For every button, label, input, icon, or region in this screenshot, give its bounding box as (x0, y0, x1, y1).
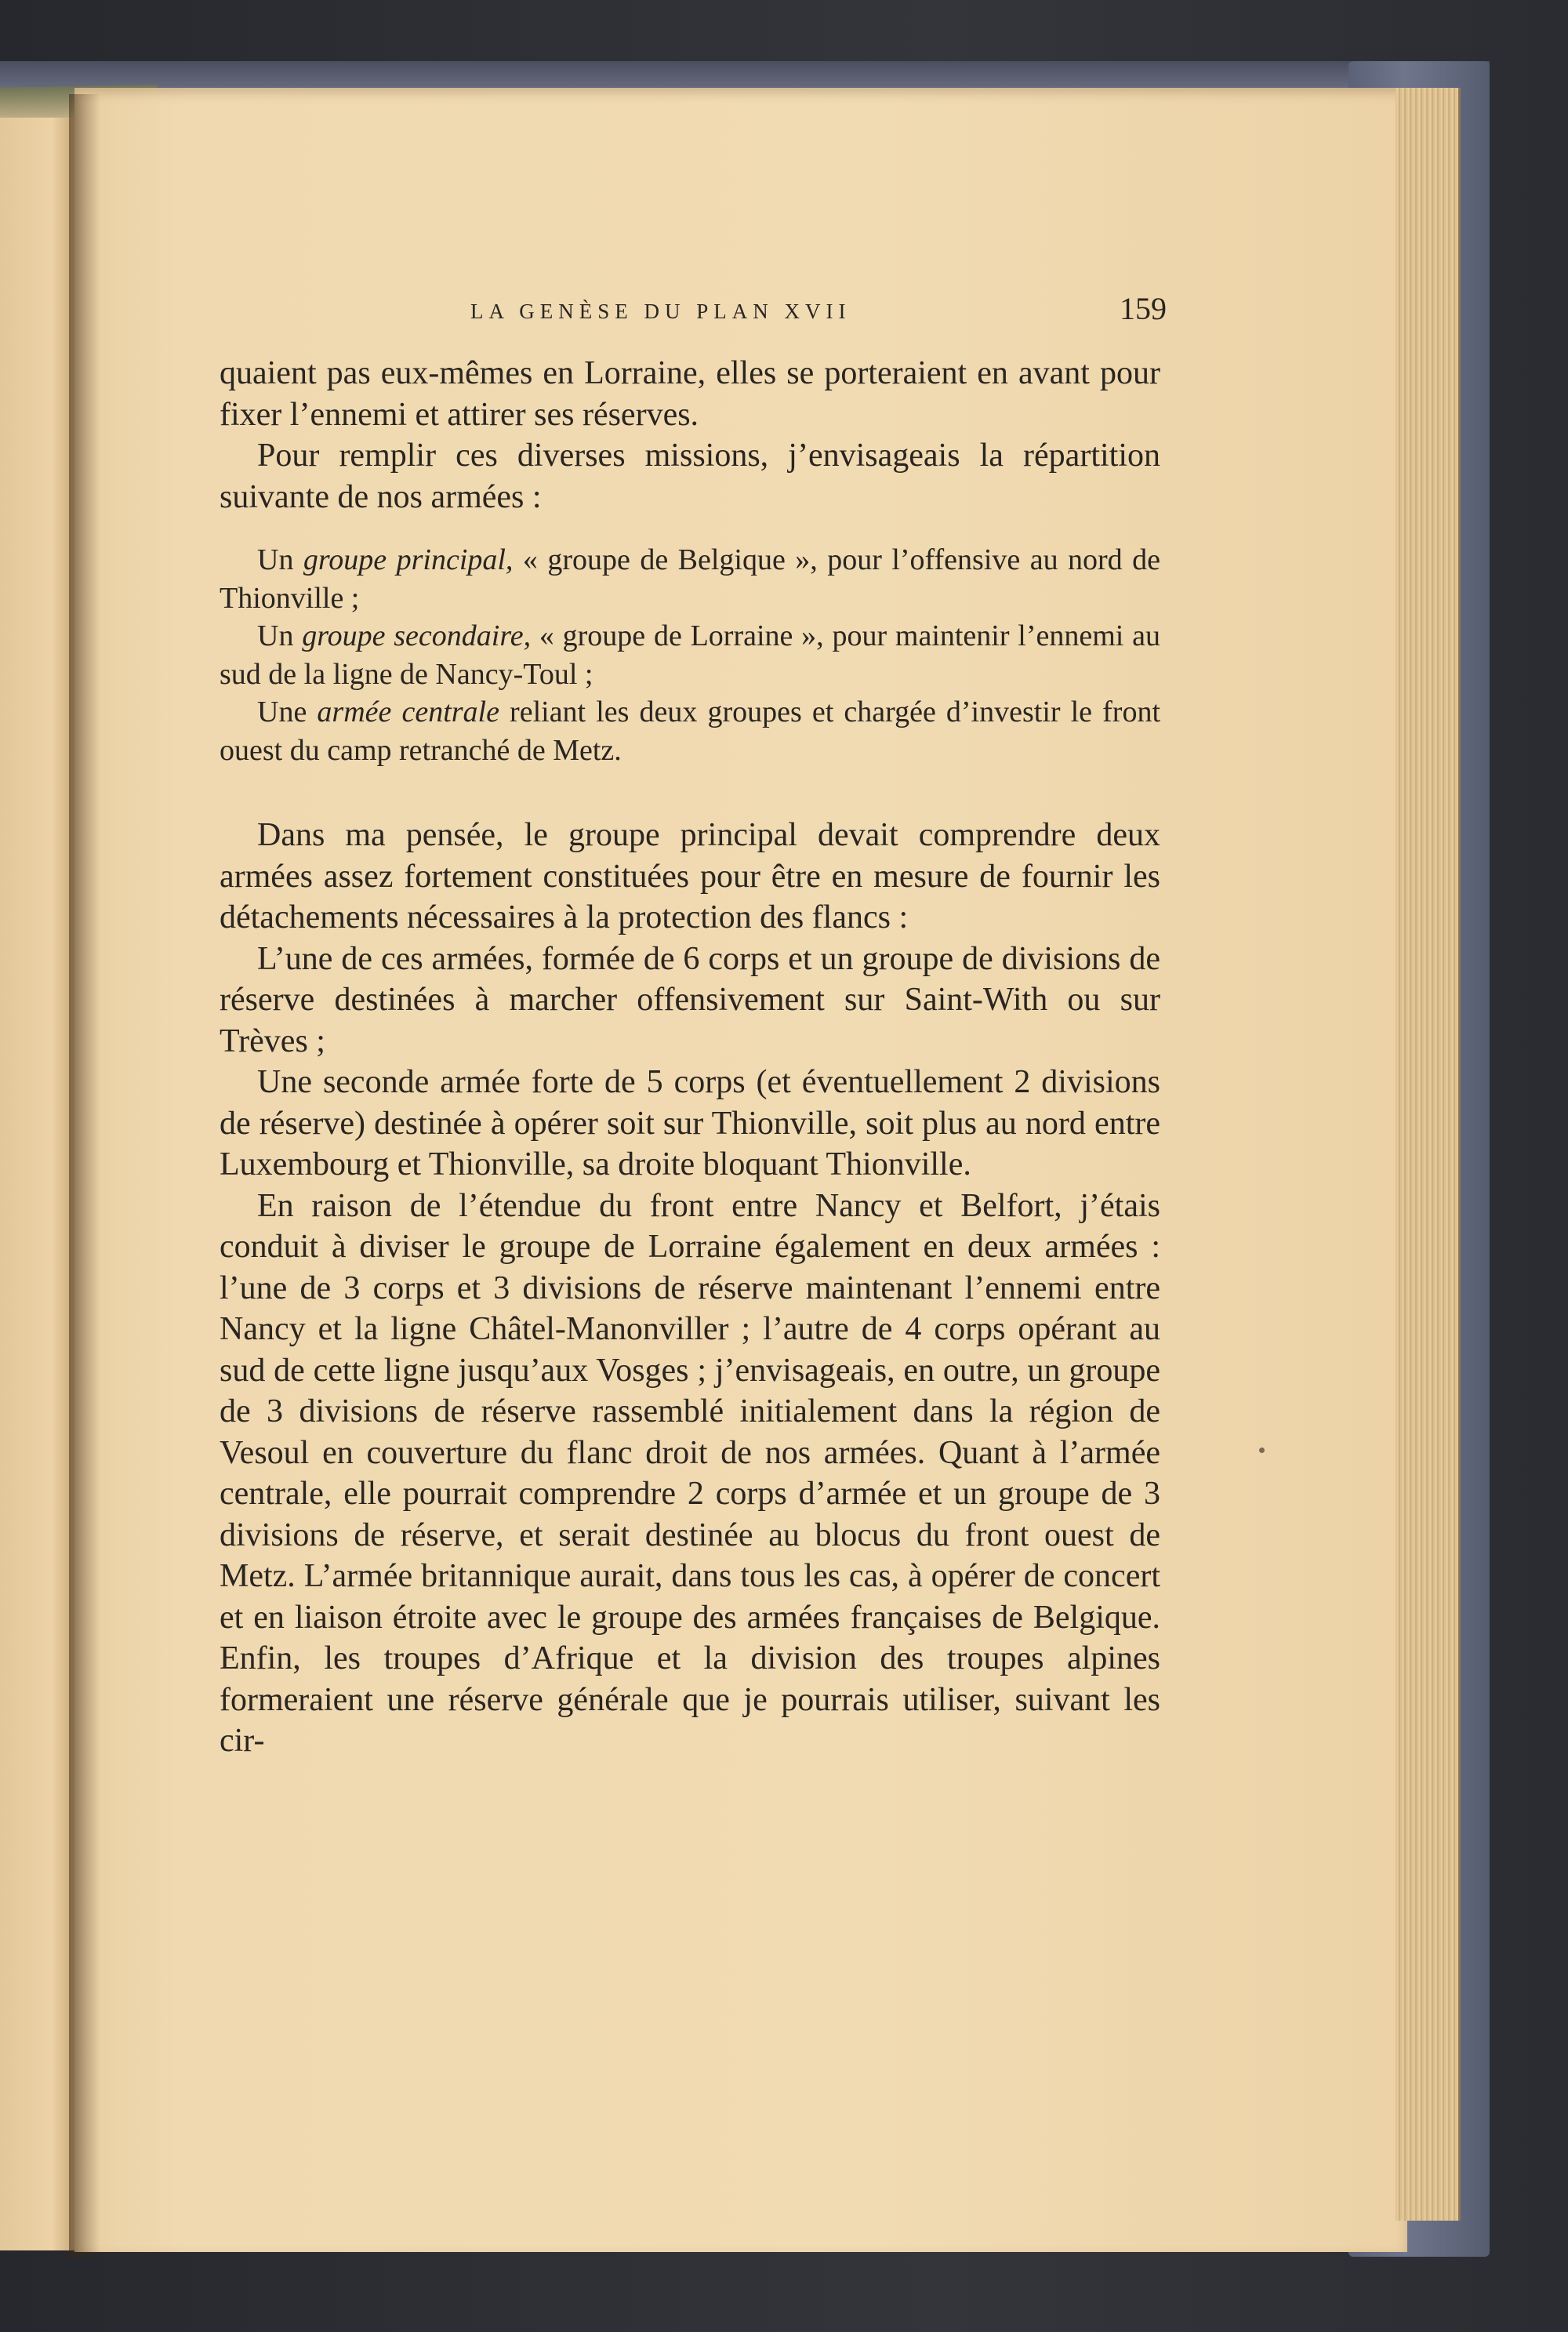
paragraph: Dans ma pensée, le groupe principal devait comprendre deux armées assez fortement constituées pour être en mesure de fournir les détachements nécessaires à la protection des flancs : (220, 817, 1160, 935)
ink-speck (1259, 1448, 1265, 1453)
main-text (220, 815, 1160, 1762)
group-item: Un groupe principal, « groupe de Belgique », pour l’offensive au nord de Thionville ; (220, 543, 1160, 615)
group-item: Une armée centrale reliant les deux groupes et chargée d’investir le front ouest du camp retranché de Metz. (220, 696, 1161, 767)
intro-paragraph: Pour remplir ces diverses missions, j’envisageais la répartition suivante de nos armées : (220, 438, 1160, 515)
gutter-shadow (69, 94, 100, 2258)
intro-block (220, 353, 1160, 518)
page-block-edges (1396, 88, 1461, 2221)
page-number: 159 (1120, 291, 1167, 326)
running-head (220, 290, 1167, 337)
left-page (0, 118, 74, 2250)
running-head-title: LA GENÈSE DU PLAN XVII (470, 300, 851, 323)
text-block (220, 290, 1167, 1762)
paragraph: Une seconde armée forte de 5 corps (et éventuellement 2 divisions de réserve) destinée à opérer soit sur Thionville, soit plus au nord entre Luxembourg et Thionville, sa droite bloquant Thionville. (220, 1064, 1160, 1182)
paragraph: L’une de ces armées, formée de 6 corps et un groupe de divisions de réserve destinées à marcher offensivement sur Saint-With ou sur Trèves ; (220, 940, 1160, 1059)
army-groups-list (220, 541, 1160, 769)
intro-paragraph: quaient pas eux-mêmes en Lorraine, elles se porteraient en avant pour fixer l’ennemi et attirer ses réserves. (220, 355, 1160, 433)
paragraph: En raison de l’étendue du front entre Nancy et Belfort, j’étais conduit à diviser le groupe de Lorraine également en deux armées : l’une de 3 corps et 3 divisions de réserve maintenant l’ennemi entre Nancy et la ligne Châtel-Manonviller ; l’autre de 4 corps opérant au sud de cette ligne jusqu’aux Vosges ; j’envisageais, en outre, un groupe de 3 divisions de réserve rassemblé initialement dans la région de Vesoul en couverture du flanc droit de nos armées. Quant à l’armée centrale, elle pourrait comprendre 2 corps d’armée et un groupe de 3 divisions de réserve, et serait destinée au blocus du front ouest de Metz. L’armée britannique aurait, dans tous les cas, à opérer de concert et en liaison étroite avec le groupe des armées françaises de Belgique. Enfin, les troupes d’Afrique et la division des troupes alpines formeraient une réserve générale que je pourrais utiliser, suivant les cir- (220, 1187, 1160, 1759)
group-item: Un groupe secondaire, « groupe de Lorraine », pour maintenir l’ennemi au sud de la ligne de Nancy-Toul ; (220, 619, 1160, 691)
